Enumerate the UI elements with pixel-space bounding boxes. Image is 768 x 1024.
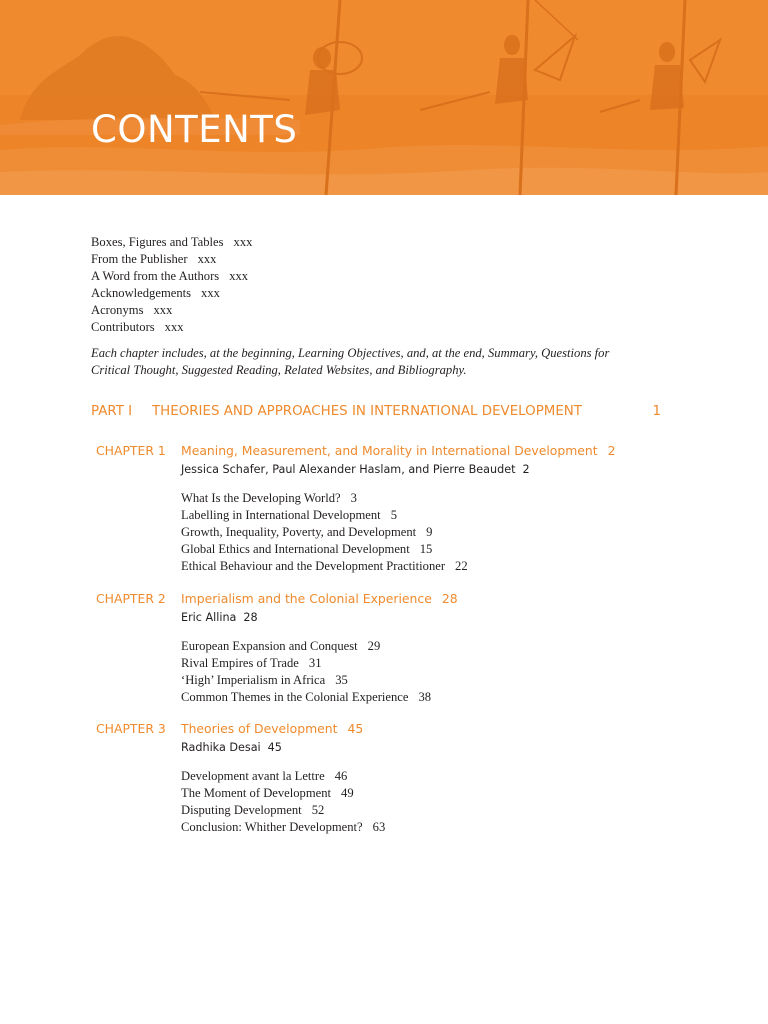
stilt-fishermen-photo	[0, 0, 768, 195]
chapter-title[interactable]: Theories of Development 45	[181, 721, 364, 736]
chapter-label: CHAPTER 3	[96, 721, 166, 736]
chapter-title[interactable]: Meaning, Measurement, and Morality in International Development 2	[181, 443, 616, 458]
front-matter-item[interactable]: A Word from the Authors xxx	[91, 269, 249, 283]
chapter-sections	[181, 768, 385, 836]
section-item[interactable]: Conclusion: Whither Development? 63	[181, 820, 386, 834]
part-number: PART I	[91, 404, 133, 419]
section-item[interactable]: Labelling in International Development 5	[181, 508, 397, 522]
section-item[interactable]: Disputing Development 52	[181, 803, 325, 817]
section-item[interactable]: Ethical Behaviour and the Development Practitioner 22	[181, 559, 468, 573]
section-item[interactable]: European Expansion and Conquest 29	[181, 639, 381, 653]
front-matter-item[interactable]: Acknowledgements xxx	[91, 286, 220, 300]
section-item[interactable]: Development avant la Lettre 46	[181, 769, 348, 783]
part-title: THEORIES AND APPROACHES IN INTERNATIONAL DEVELOPMENT	[152, 404, 582, 419]
section-item[interactable]: The Moment of Development 49	[181, 786, 354, 800]
front-matter-item[interactable]: Acronyms xxx	[91, 303, 173, 317]
section-item[interactable]: Global Ethics and International Development 15	[181, 542, 433, 556]
chapter-contents-note: Each chapter includes, at the beginning, Learning Objectives, and, at the end, Summary, Questions for Critical Thought, Suggested Reading, Related Websites, and Bibliography.	[91, 346, 610, 377]
section-item[interactable]: Rival Empires of Trade 31	[181, 656, 322, 670]
front-matter-list	[91, 234, 252, 336]
section-item[interactable]: What Is the Developing World? 3	[181, 491, 357, 505]
chapter-title[interactable]: Imperialism and the Colonial Experience 28	[181, 591, 458, 606]
section-item[interactable]: ‘High’ Imperialism in Africa 35	[181, 673, 348, 687]
page-title: CONTENTS	[91, 108, 298, 151]
front-matter-item[interactable]: From the Publisher xxx	[91, 252, 217, 266]
front-matter-item[interactable]: Boxes, Figures and Tables xxx	[91, 235, 253, 249]
chapter-label: CHAPTER 1	[96, 443, 166, 458]
front-matter-item[interactable]: Contributors xxx	[91, 320, 184, 334]
chapter-label: CHAPTER 2	[96, 591, 166, 606]
header-banner	[0, 0, 768, 195]
chapter-authors: Jessica Schafer, Paul Alexander Haslam, and Pierre Beaudet 2	[181, 463, 530, 476]
chapter-sections	[181, 490, 468, 575]
part-page: 1	[652, 404, 661, 419]
chapter-sections	[181, 638, 431, 706]
chapter-authors: Eric Allina 28	[181, 611, 258, 624]
section-item[interactable]: Common Themes in the Colonial Experience 38	[181, 690, 432, 704]
section-item[interactable]: Growth, Inequality, Poverty, and Development 9	[181, 525, 433, 539]
chapter-authors: Radhika Desai 45	[181, 741, 282, 754]
